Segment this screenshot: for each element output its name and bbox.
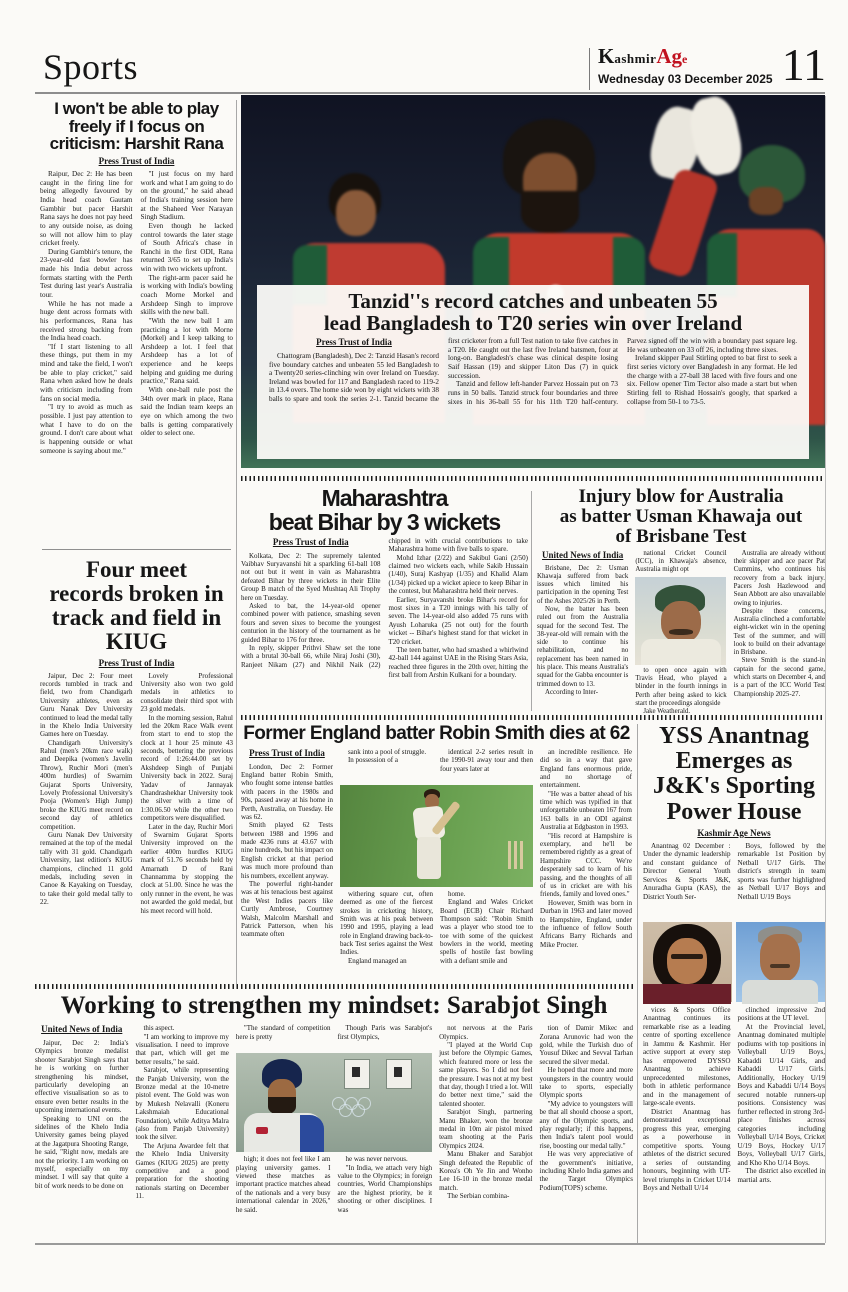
masthead — [598, 44, 773, 86]
yss-col2-top: Boys, followed by the remarkable 1st Position by Netball U/17 Girls. The district's strength in team sports was further highlighted as Netball U/17 Boys and Netball U/19 Boys — [737, 841, 825, 901]
robin-col2-bottom: withering square cut, often deemed as one of the fiercest strokes in cricketing history, Smith was at his peak between 1990 and 1995, playing a lead role in England drawing back-to-back Test series against the West Indies. England managed an — [339, 889, 433, 965]
section-title: Sports — [43, 47, 139, 87]
yss-byline: Kashmir Age News — [697, 827, 771, 838]
sarabjot-col1-text: Jaipur, Dec 2: India's Olympics bronze medalist shooter Sarabjot Singh says that he is working on further strengthening his mindset, particularly developing an effective visualisation so as to ensure even better results in the upcoming international events. Speaking to UNI on the sidelines of the Khelo India University games being played at the Jagatpura Shooting Range, he said, "Right now, medals are not the priority. I am working on myself, especially on my mindset. I will say that quite a bit of work needs to be done on — [35, 1039, 129, 1190]
right-edge-rule — [825, 96, 826, 1243]
kiug-body: Jaipur, Dec 2: Four meet records tumbled in track and field, two from Chandigarh University athletes, even as Guru Nanak Dev University continued to lead the medal tally in the Khelo India University Games here on Tuesday. Chandigarh University's Rahul (men's 20km race walk) and Deepika (women's Javelin Throw), Ruchir Mori (men's 400m hurdles) of Swarnim Gujarat Sports University, Lovely Professional University's Pooja (Women's High Jump) broke the KIUG meet record on second day of athletics competition. Guru Nanak Dev University remained at the top of the medal tally with 31 gold. Chandigarh University, last edition's KIUG champions, clinched 11 gold medals, including seven in Canoe & Kayaking on Tuesday, to take their gold medal tally to 22. Lovely Professional University also won two gold medals in athletics to consolidate their third spot with 23 gold medals. In the morning session, Rahul led the 20km Race Walk event from start to end to stop the clock at 1 hour 25 minute 43 seconds, bettering the previous record of 1:26:44.00 set by Akshdeep Singh of Punjabi University back in 2022. Suraj Yadav of Jannayak Chandrashekhar University took the silver with a time of 1:30.06.50 while the other two competitors were disqualified. Later in the day, Ruchir Mori of Swarnim Gujarat Sports University improved on the earlier 400m hurdles KIUG mark of 51.76 seconds held by Amarnath D of Rani Channamma by stopping the clock at 51.00. Since he was the only runner in the event, he was not awarded the gold medal, but his meet record will hold. — [40, 671, 233, 915]
bottom-rule — [35, 1243, 825, 1245]
sarabjot-col4-bottom: he was never nervous. "In India, we attach very high value to the Olympics; in foreign countries, World Championships are the highest priority, be it shooting or other disciplines. I was — [337, 1155, 433, 1214]
yss-col1-top: Anantnag 02 December : Under the dynamic leadership and constant guidance of Director General Youth Services & Sports J&K, Anuradha Gupta (KAS), the District Youth Ser- — [643, 841, 731, 901]
robin-col4: an incredible resilience. He did so in a way that gave England fans enormous pride, and no shortage of entertainment. "He was a batter ahead of his time which was typified in that unforgettable unbeaten 167 from 163 balls in an ODI against Australia at Edgbaston in 1993. "His record at Hampshire is exemplary, and he'll be remembered rightly as a great of Hampshire CCC. We're desperately sad to learn of his passing, and the thoughts of all of us in cricket are with his friends, family and loved ones." However, Smith was born in Durban in 1963 and later moved to Hampshire, England, under the influence of fellow South Africans Barry Richards and Mike Procter. — [540, 747, 632, 949]
robin-middle — [340, 748, 533, 970]
yss-col2-bottom: clinched impressive 2nd positions at the UT level. At the Provincial level, Anantnag dominated multiple podiums with top positions in Volleyball U/19 Boys, Kabaddi U/14 Girls, and Kabaddi U/17 Girls. Additionally, Hockey U/19 Boys and Kabaddi U/14 Boys secured notable runners-up positions. Consistency was further reflected in strong 3rd-place finishes across categories including Volleyball U/14 Boys, Cricket U/19 Boys, Hockey U/17 Boys, Volleyball U/17 Girls, and Kho Kho U/14 Boys. The district also excelled in martial arts. — [737, 1005, 825, 1184]
brand-red: Ag — [656, 44, 683, 68]
khawaja-byline: United News of India — [542, 549, 624, 560]
brand-rest: ashmir — [614, 51, 657, 66]
article-robin-smith — [241, 724, 632, 980]
article-khawaja — [537, 486, 825, 716]
header-divider — [589, 48, 590, 90]
robin-col3-top: identical 2-2 series result in the 1990-91 away tour and then four years later at — [440, 747, 534, 773]
article-kiug-records — [40, 558, 233, 984]
issue-date: Wednesday 03 December 2025 — [598, 72, 773, 86]
maharashtra-body — [241, 537, 528, 705]
sarabjot-middle — [236, 1024, 432, 1232]
robin-col3-bottom: home. England and Wales Cricket Board (ECB) Chair Richard Thompson said: "Robin Smith was a player who stood toe to toe with some of the quickest bowlers in the world, meeting spells of hostile fast bowling with a defiant smile and — [440, 889, 534, 965]
article-sarabjot-singh — [35, 993, 633, 1241]
left-column-separator — [42, 549, 231, 550]
khawaja-col1 — [537, 550, 628, 708]
sarabjot-col1 — [35, 1024, 128, 1232]
sports-official-photo — [736, 922, 825, 1002]
khawaja-col2-top: national Cricket Council (ICC), in Khawaja's absence, Australia might opt — [635, 549, 727, 574]
column-rule-left — [236, 100, 237, 984]
robin-col2-top: sank into a pool of struggle. In possession of a — [347, 747, 427, 765]
robin-smith-photo — [340, 785, 533, 887]
maharashtra-text: Kolkata, Dec 2: The supremely talented Vaibhav Suryavanshi hit a sparkling 61-ball 108 not out but it went in vain as Maharashtra defeated Bihar by three wickets in their Elite Group B match of the Syed Mushtaq Ali Trophy here on Tuesday. Asked to bat, the 14-year-old opener combined power with patience, smashing seven fours and seven sixes to become the youngest centurion in the history of the tournament as he guided Bihar to 176 for three. In reply, skipper Prithvi Shaw set the tone with a brutal 30-ball 66, while Niraj Joshi (30), Ranjeet Nikam (27) and Nikhil Naik (22) chipped in with crucial contributions to take Maharashtra home with five balls to spare. Mohd Izhar (2/22) and Sakibul Gani (2/50) claimed two wickets each, while Sakib Hussain (1/40), Suraj Kashyap (1/35) and Khalid Alam (1/34) picked up a wicket apiece to keep Bihar in the contest, but Maharashtra held their nerves. Earlier, Suryavanshi broke Bihar's record for most sixes in a T20 innings with his tally of seven. The 14-year-old also added 75 runs with Ayush Loharuka (25 not out) for the fourth wicket -- Bihar's highest stand for that wicket in T20 cricket. The teen batter, who had smashed a whirlwind 42-ball 144 against UAE in the Rising Stars Asia, reached three figures in the 20th over, hitting the first ball from Arshin Kulkani for a boundary. — [241, 536, 528, 680]
khawaja-headline: Injury blow for Australia as batter Usman Khawaja out of Brisbane Test — [559, 486, 803, 547]
usman-khawaja-photo — [635, 577, 726, 665]
page-number: 11 — [781, 39, 826, 90]
photo-headline-box — [257, 285, 809, 459]
article-maharashtra — [241, 487, 528, 713]
anuradha-gupta-photo — [643, 922, 732, 1002]
column-rule-right — [637, 724, 638, 1243]
bangladesh-byline: Press Trust of India — [316, 337, 392, 348]
robin-headline: Former England batter Robin Smith dies at 62 — [243, 723, 630, 744]
article-yss-anantnag — [643, 724, 825, 1243]
sarabjot-col5: not nervous at the Paris Olympics. "I played at the World Cup just before the Olympic Games, which featured more or less the same players. So I did not feel the pressure. I was not at my best that day, though I tried a lot. Will do better next time," said the talented shooter. Sarabjot Singh, partnering Manu Bhaker, won the bronze medal in 10m air pistol mixed team shooting at the Paris Olympics 2024. Manu Bhaker and Sarabjot Singh defeated the Republic of Korea's Oh Ye Jin and Wonho Lee 16-10 in the bronze medal match. The Serbian combina- — [439, 1024, 533, 1201]
sarabjot-byline: United News of India — [41, 1024, 123, 1035]
maharashtra-headline: Maharashtra beat Bihar by 3 wickets — [268, 485, 501, 535]
kiug-headline: Four meet records broken in track and field in KIUG — [49, 557, 224, 655]
bangladesh-celebration-photo — [241, 95, 825, 468]
dotted-separator-1 — [241, 476, 825, 481]
bangladesh-headline: Tanzid''s record catches and unbeaten 55 lead Bangladesh to T20 series win over Ireland — [323, 289, 743, 336]
sarabjot-col3-bottom: high; it does not feel like I am playing university games. I viewed these matches as important practice matches ahead of the nationals and a very busy international calendar in 2026," he said. — [235, 1155, 331, 1214]
sarabjot-col2: this aspect. "I am working to improve my visualisation. I need to improve that part, which will get me better results," he said. Sarabjot, while representing the Panjab University, won the Bronze medal at the 10-metre pistol event. The Gold was won by Mukesh Nelavalli (Koneru Lakshmaiah Educational Foundation), while Aditya Malra (also from Panjab University) took the silver. The Arjuna Awardee felt that the Khelo India University Games (KIUG 2025) are pretty competitive and a good preparation for the shooting nationals starting on December 11. — [135, 1024, 229, 1201]
sarabjot-col6: tion of Damir Mikec and Zorana Arunovic had won the gold, while the Turkish duo of Yousuf Dikec and Sevval Tarhan secured the silver medal. He hoped that more and more youngsters in the country would take to sports, especially Olympic sports "My advice to youngsters will be that all should choose a sport, any of the Olympic sports, and play regularly; if this happens, then India's talent pool would rise, boosting our medal tally." He was very appreciative of the government's initiative, including Khelo India games and the Target Olympics Podium(TOPS) scheme. — [539, 1024, 633, 1192]
khawaja-col3: Australia are already without their skipper and ace pacer Pat Cummins, who continues his recovery from a back injury. Pacers Josh Hazlewood and Sean Abbott are also unavailable owing to injuries. Despite these concerns, Australia clinched a comfortable eight-wicket win in the opening Test of the summer, and will look to build on their advantage in Brisbane. Steve Smith is the stand-in captain for the second game, which starts on December 4, and is a part of the ICC World Test Championship 2025-27. — [733, 549, 825, 698]
harshit-headline: I won't be able to play freely if I focus on criticism: Harshit Rana — [49, 99, 224, 154]
sarabjot-headline: Working to strengthen my mindset: Sarabjot Singh — [60, 992, 608, 1019]
maharashtra-byline: Press Trust of India — [272, 536, 349, 547]
robin-col1 — [241, 748, 333, 970]
robin-byline: Press Trust of India — [249, 747, 325, 758]
brand-red-small: e — [682, 52, 688, 66]
sarabjot-col4-top: Though Paris was Sarabjot's first Olympics, — [337, 1024, 433, 1041]
khawaja-col2-bottom: to open once again with Travis Head, who played a blinder in the fourth innings in Perth after being asked to kick start the proceedings alongside Jake Weatherald. — [635, 666, 727, 716]
sarabjot-singh-photo — [236, 1053, 432, 1152]
article-harshit-rana — [40, 100, 233, 543]
dotted-separator-3 — [35, 984, 633, 989]
kiug-byline: Press Trust of India — [98, 657, 175, 668]
brand-logo — [598, 46, 753, 69]
bangladesh-body — [269, 337, 797, 447]
column-rule-mid — [531, 491, 532, 711]
robin-col1-text: London, Dec 2: Former England batter Robin Smith, who fought some intense battles with pacers in the 1980s and 90s, passed away at his home in Perth, Australia, on Tuesday. He was 62. Smith played 62 Tests between 1988 and 1996 and made 4236 runs at 43.67 with nine hundreds, but his impact on English cricket at that period was much more profound than his numbers, excellent anyway. The powerful right-hander was at his tenacious best against the West Indies pacers like Curtly Ambrose, Courtney Walsh, Malcolm Marshall and Patrick Patterson, when his teammate often — [241, 762, 333, 939]
brand-initial: K — [598, 44, 615, 68]
bangladesh-text: Chattogram (Bangladesh), Dec 2: Tanzid Hasan's record five boundary catches and unbeaten 55 led Bangladesh to a Twenty20 series-clinching win over Ireland on Tuesday. Ireland was bowled for 117 and Bangladesh raced to 119-2 in 13.4 overs. The home side won by eight wickets with 38 balls to spare and took the series 2-1. Tanzid became the first cricketer from a full Test nation to take five catches in a T20. He caught out the last five Ireland batsmen, four at long-on. Bangladesh's chase was clinical despite losing Saif Hassan (19) and skipper Liton Das (7) in quick succession. Tanzid and fellow left-hander Parvez Hossain put on 73 runs in 50 balls. Tanzid struck four boundaries and three sixes in his 36-ball 55 for his 11th T20 half-century. Parvez signed off the win with a boundary past square leg. He was unbeaten on 33 off 26, including three sixes. Ireland skipper Paul Stirling opted to bat first to seek a first series victory over Bangladesh in any format. He led the charge with a 27-ball 38 laced with five fours and one six. Fellow opener Tim Tector also made a start but when Stirling fell to Rishad Hossain's googly, that sparked a collapse from 50-1 to 73-5. — [269, 337, 797, 406]
dotted-separator-2 — [241, 715, 825, 720]
harshit-byline: Press Trust of India — [98, 156, 175, 167]
sarabjot-col3-top: "The standard of competition here is pretty — [235, 1024, 331, 1041]
header-rule — [35, 92, 825, 94]
yss-photos — [643, 922, 825, 1002]
harshit-body: Raipur, Dec 2: He has been caught in the firing line for being allegedly favoured by India head coach Gautam Gambhir but pacer Harshit Rana says he does not pay heed to any outside noise, as doing so will not allow him to play cricket freely. During Gambhir's tenure, the 23-year-old fast bowler has made his India debut across formats starting with the Perth Test during last year's Australia tour. While he has not made a huge dent across formats with his performances, Rana has received strong backing from the India head coach. "If I start listening to all these things, put them in my mind and take the field, I won't be able to play cricket," said Rana when asked how he deals with criticism including from fans on social media. "I try to avoid as much as possible. I just pay attention to what I have to do on the ground. I don't care about what is happening outside or what someone is saying about me." "I just focus on my hard work and what I am going to do on the ground," he said ahead of India's training session here at the Shaheed Veer Narayan Singh Stadium. Even though he lacked control towards the later stage of South Africa's chase in Ranchi in the first ODI, Rana returned 3/65 to set up India's win with two wickets upfront. The right-arm pacer said he is working with India's bowling coach Morne Morkel and Arshdeep Singh to improve skills with the new ball. "With the new ball I am practicing a lot with Morne (Morkel) and I keep talking to Arshdeep a lot. I feel that Arshdeep has a lot of experience and he keeps helping and guiding me during practice," Rana said. With one-ball rule post the 34th over mark in place, Rana said the Indian team keeps an eye on which among the two balls is getting comparatively older to select one. — [40, 170, 233, 455]
khawaja-col1-text: Brisbane, Dec 2: Usman Khawaja suffered from back issues which limited his participation in the opening Test of the Ashes 2025/26 in Perth. Now, the batter has been ruled out from the Australia squad for the second Test. The 38-year-old will remain with the side to continue his rehabilitation, and no replacement has been named in his place. This means Australia's squad for the Gabba encounter is trimmed down to 13. According to Inter- — [537, 564, 629, 696]
khawaja-col2 — [635, 549, 727, 716]
yss-headline: YSS Anantnag Emerges as J&K's Sporting Power House — [652, 723, 816, 825]
yss-col1-bottom: vices & Sports Office Anantnag continues its remarkable rise as a leading centre of sporting excellence in Jammu & Kashmir. Her active support at every step has empowered DYSSO Anantnag to achieve unprecedented milestones, both in athletic performance and in the management of large-scale events. District Anantnag has demonstrated exceptional progress this year, emerging as a powerhouse in competitive sports. Young athletes of the district secured a series of outstanding honours, beginning with UT-level triumphs in Cricket U/14 Boys and Netball U/14 — [643, 1005, 731, 1193]
